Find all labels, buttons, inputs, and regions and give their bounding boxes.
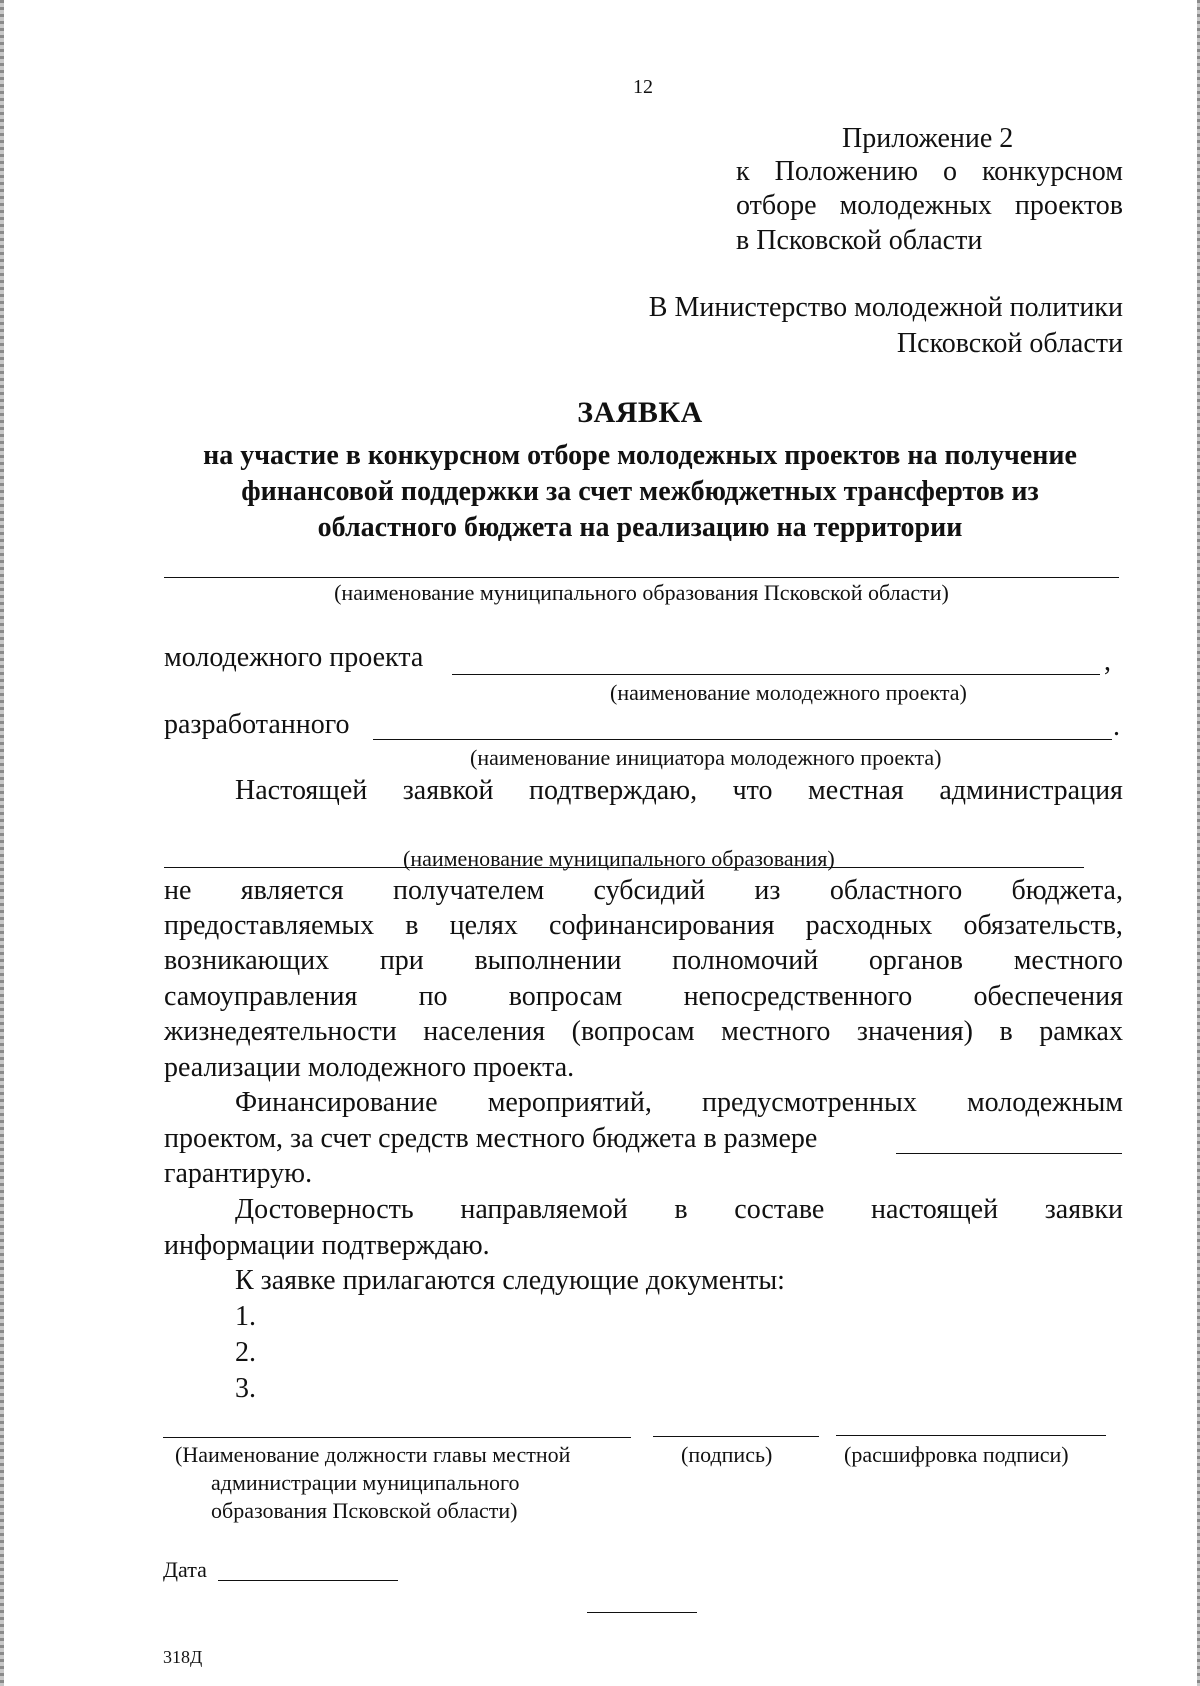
attachment-item-1: 1. <box>235 1301 256 1332</box>
paragraph-1-line-3 <box>164 945 1123 977</box>
position-caption-line-3: образования Псковской области) <box>211 1498 518 1523</box>
signature-field-line[interactable] <box>653 1436 819 1437</box>
appendix-line-4: в Псковской области <box>736 225 983 256</box>
signature-caption: (подпись) <box>681 1442 773 1467</box>
body-word: обязательств, <box>963 910 1123 941</box>
confirmation-line <box>235 775 1123 807</box>
administration-caption: (наименование муниципального образования) <box>403 846 835 871</box>
body-word: (вопросам <box>571 1016 695 1047</box>
body-word: настоящей <box>871 1194 999 1225</box>
budget-amount-field-line[interactable] <box>896 1153 1122 1154</box>
body-word: что <box>732 775 773 806</box>
body-word: из <box>754 875 781 906</box>
developer-trailing-period: . <box>1113 711 1120 742</box>
body-word: подтверждаю, <box>529 775 698 806</box>
body-word: направляемой <box>460 1194 628 1225</box>
project-trailing-comma: , <box>1104 646 1111 677</box>
paragraph-1-line-5 <box>164 1016 1123 1048</box>
body-word: целях <box>449 910 518 941</box>
body-word: предоставляемых <box>164 910 375 941</box>
appendix-line-2 <box>736 156 1123 188</box>
appendix-line-3 <box>736 190 1123 222</box>
appendix-word: конкурсном <box>981 156 1123 187</box>
paragraph-1-line-2 <box>164 910 1123 942</box>
body-word: рамках <box>1039 1016 1123 1047</box>
body-word: получателем <box>393 875 545 906</box>
page-number: 12 <box>633 76 653 98</box>
position-field-line[interactable] <box>163 1437 631 1438</box>
body-word: значения) <box>856 1016 973 1047</box>
document-code: 318Д <box>163 1647 203 1667</box>
body-word: заявки <box>1044 1194 1123 1225</box>
body-word: по <box>418 981 448 1012</box>
body-word: в <box>674 1194 688 1225</box>
position-caption-line-2: администрации муниципального <box>211 1470 520 1495</box>
body-word: в <box>405 910 419 941</box>
municipality-field-line[interactable] <box>164 577 1119 578</box>
developer-field-line[interactable] <box>373 739 1112 740</box>
developer-caption: (наименование инициатора молодежного проекта) <box>470 745 942 770</box>
project-caption: (наименование молодежного проекта) <box>610 680 967 705</box>
body-word: местная <box>808 775 904 806</box>
appendix-title: Приложение 2 <box>842 123 1014 154</box>
document-subtitle <box>160 438 1120 546</box>
body-word: расходных <box>805 910 933 941</box>
body-word: бюджета, <box>1011 875 1123 906</box>
body-word: предусмотренных <box>701 1087 917 1118</box>
paragraph-2-line-3: гарантирую. <box>164 1158 313 1189</box>
subtitle-line-1: на участие в конкурсном отборе молодежных проектов на получение <box>203 440 1077 471</box>
paragraph-2-line-2: проектом, за счет средств местного бюджета в размере <box>164 1123 818 1154</box>
body-word: является <box>240 875 344 906</box>
subtitle-line-3: областного бюджета на реализацию на территории <box>317 512 963 543</box>
project-label: молодежного проекта <box>164 642 424 673</box>
date-field-line[interactable] <box>218 1580 398 1581</box>
body-word: жизнедеятельности <box>164 1016 397 1047</box>
body-word: заявкой <box>402 775 494 806</box>
addressee-line-1: В Министерство молодежной политики <box>648 292 1123 323</box>
body-word: не <box>164 875 192 906</box>
appendix-word: отборе <box>736 190 817 221</box>
date-label: Дата <box>163 1557 207 1582</box>
body-word: при <box>379 945 424 976</box>
body-word: выполнении <box>474 945 622 976</box>
body-word: возникающих <box>164 945 330 976</box>
attachment-item-3: 3. <box>235 1373 256 1404</box>
body-word: молодежным <box>966 1087 1123 1118</box>
paragraph-1-line-4 <box>164 981 1123 1013</box>
body-word: софинансирования <box>549 910 775 941</box>
body-word: полномочий <box>672 945 819 976</box>
body-word: местного <box>1013 945 1123 976</box>
body-word: в <box>999 1016 1013 1047</box>
paragraph-1-line-6: реализации молодежного проекта. <box>164 1052 575 1083</box>
municipality-caption: (наименование муниципального образования Псковской области) <box>334 580 949 605</box>
body-word: Настоящей <box>235 775 368 806</box>
appendix-word: проектов <box>1014 190 1123 221</box>
scan-edge-left <box>0 0 4 1686</box>
body-word: местного <box>721 1016 831 1047</box>
appendix-word: молодежных <box>839 190 992 221</box>
body-word: администрация <box>939 775 1123 806</box>
body-word: мероприятий, <box>487 1087 652 1118</box>
project-field-line[interactable] <box>452 674 1100 675</box>
paragraph-1-line-1 <box>164 875 1123 907</box>
body-word: органов <box>868 945 964 976</box>
addressee-line-2: Псковской области <box>896 328 1123 359</box>
body-word: составе <box>734 1194 825 1225</box>
paragraph-3-line-1 <box>235 1194 1123 1226</box>
developer-label: разработанного <box>164 709 350 740</box>
signature-decoding-caption: (расшифровка подписи) <box>844 1442 1069 1467</box>
attachments-intro: К заявке прилагаются следующие документы: <box>235 1265 785 1296</box>
body-word: Финансирование <box>235 1087 438 1118</box>
body-word: населения <box>423 1016 546 1047</box>
paragraph-2-line-1 <box>235 1087 1123 1119</box>
end-divider <box>587 1612 697 1613</box>
body-word: Достоверность <box>235 1194 414 1225</box>
paragraph-3-line-2: информации подтверждаю. <box>164 1230 490 1261</box>
appendix-word: к <box>736 156 750 187</box>
body-word: субсидий <box>593 875 706 906</box>
body-word: непосредственного <box>683 981 913 1012</box>
subtitle-line-2: финансовой поддержки за счет межбюджетных трансфертов из <box>241 476 1039 507</box>
body-word: вопросам <box>508 981 623 1012</box>
attachment-item-2: 2. <box>235 1337 256 1368</box>
appendix-word: о <box>943 156 957 187</box>
body-word: областного <box>829 875 963 906</box>
position-caption-line-1: (Наименование должности главы местной <box>175 1442 571 1467</box>
document-title: ЗАЯВКА <box>577 396 703 429</box>
signature-decoding-field-line[interactable] <box>836 1435 1106 1436</box>
appendix-word: Положению <box>774 156 919 187</box>
body-word: самоуправления <box>164 981 358 1012</box>
body-word: обеспечения <box>973 981 1123 1012</box>
